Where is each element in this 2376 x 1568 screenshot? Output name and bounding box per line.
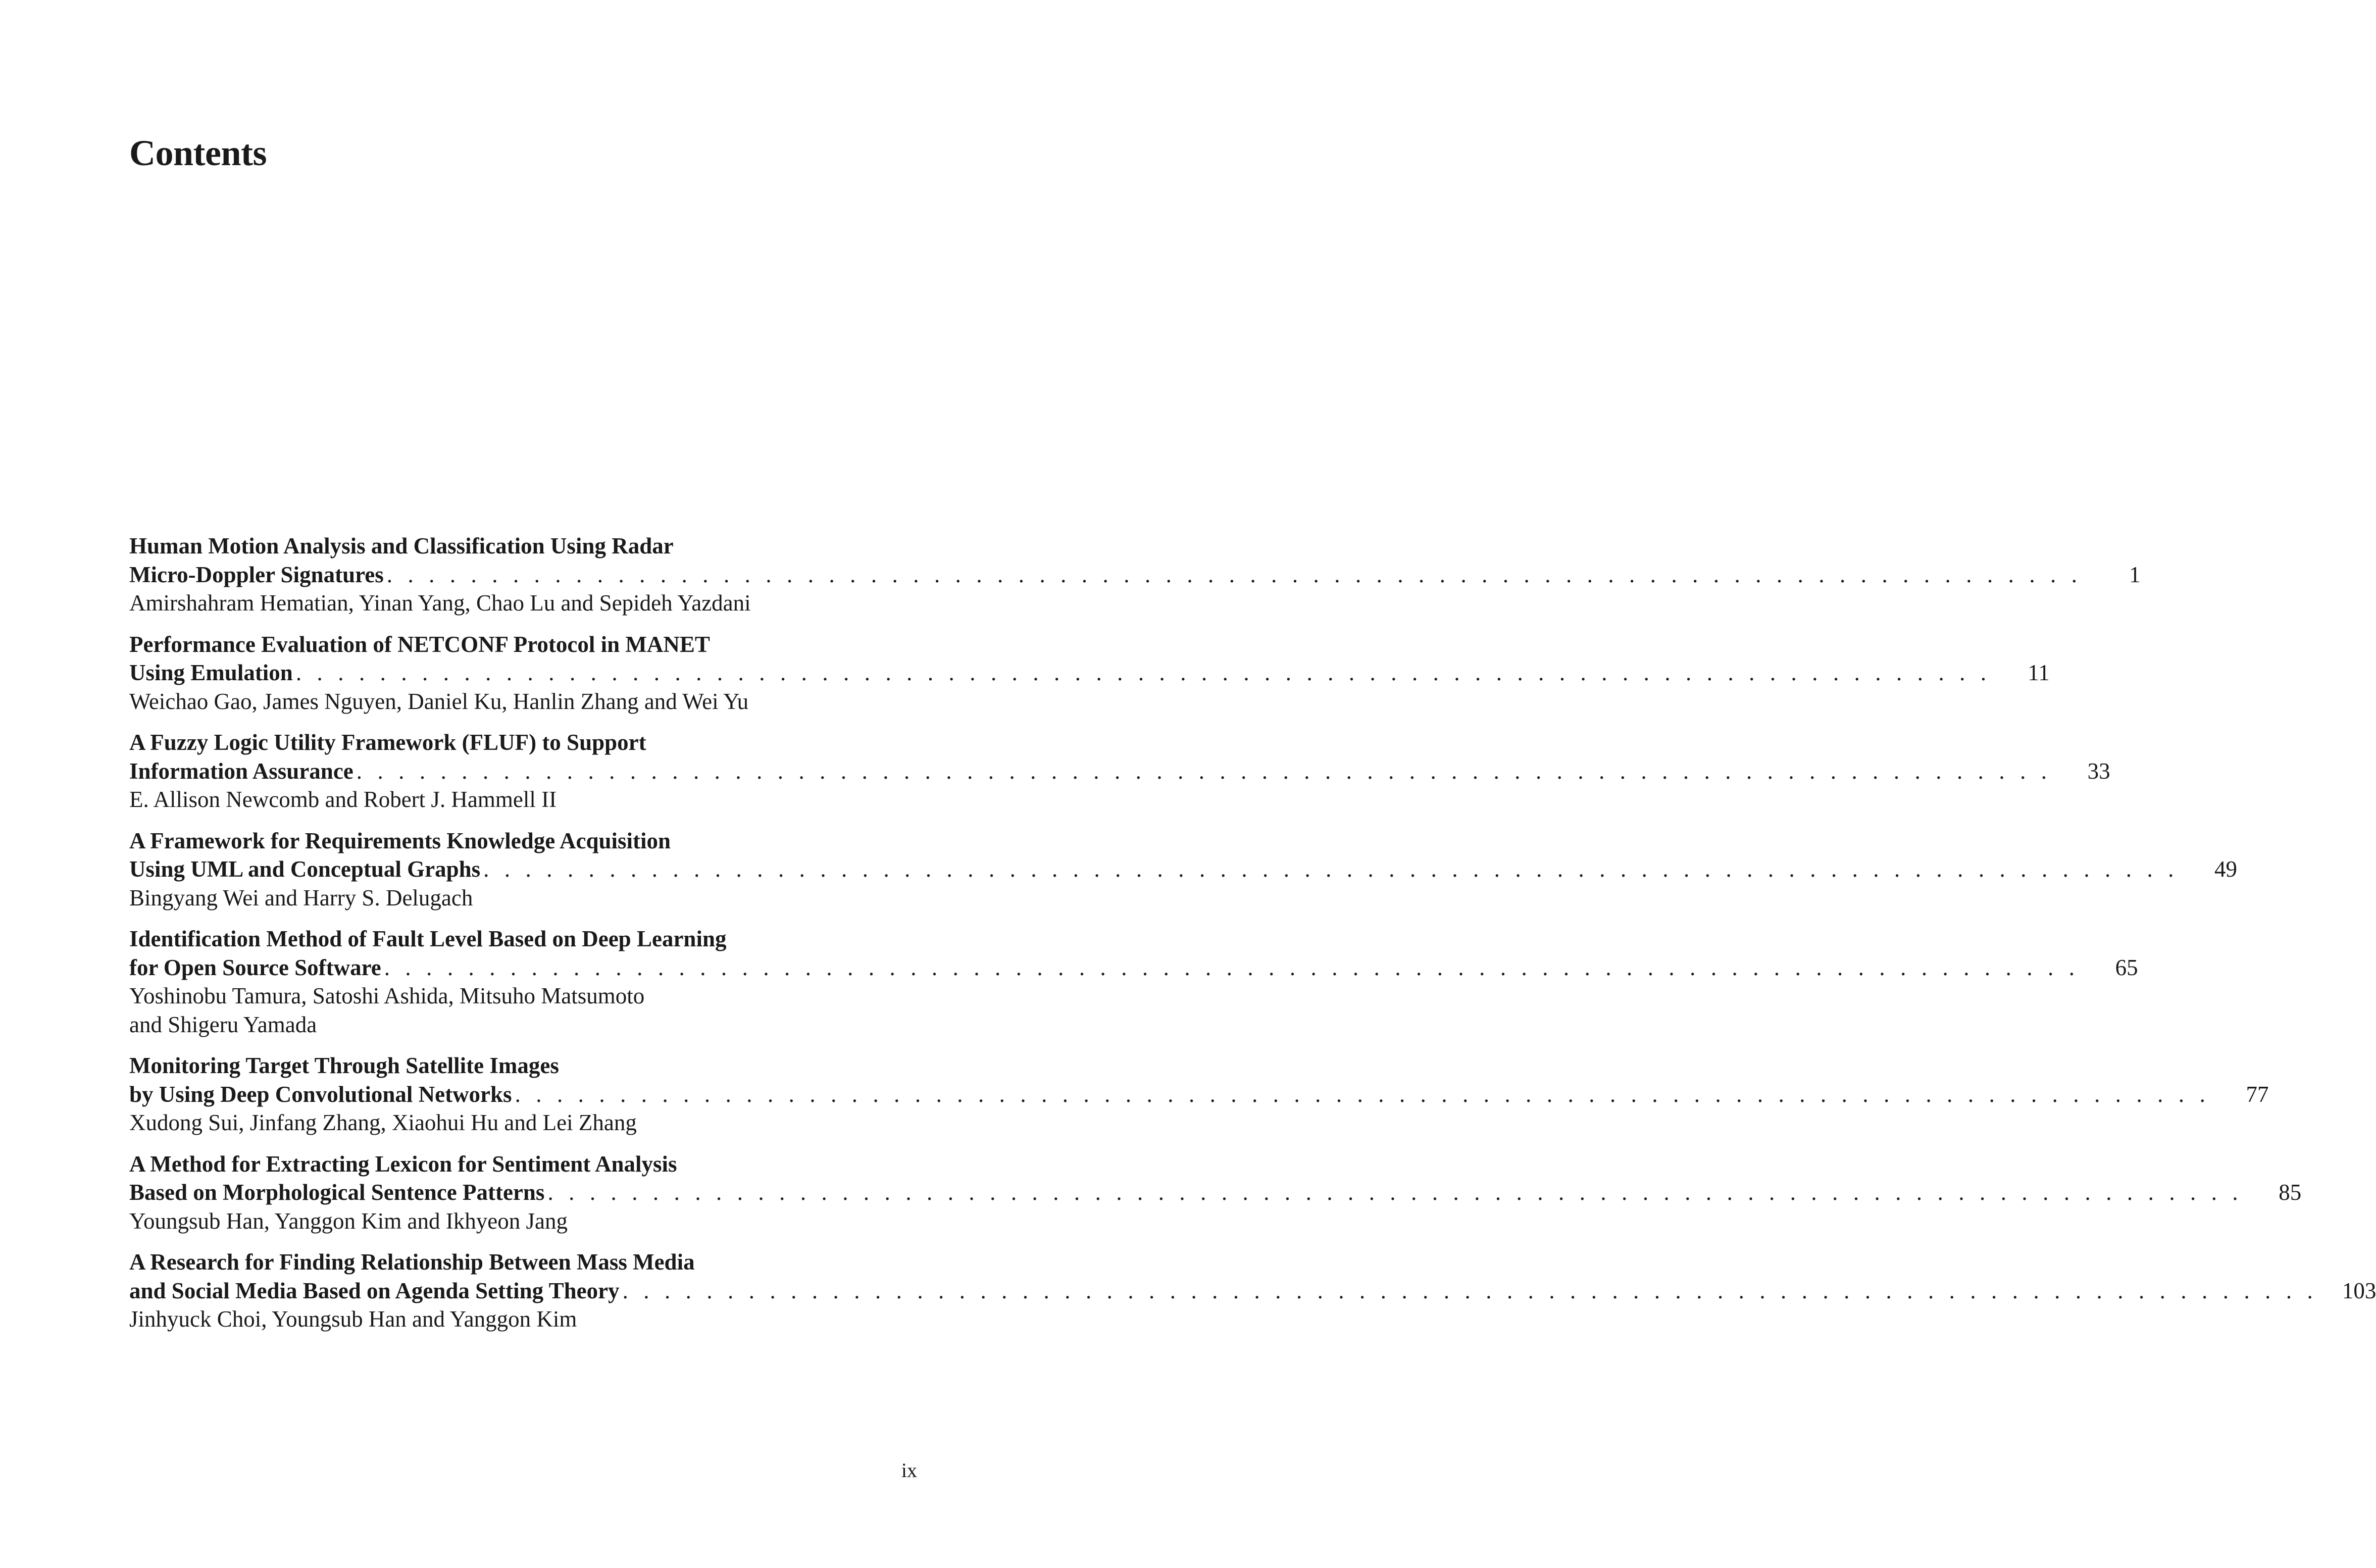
entry-authors: Xudong Sui, Jinfang Zhang, Xiaohui Hu and Lei Zhang <box>129 1110 637 1135</box>
entry-title-leader-line <box>129 561 2141 589</box>
entry-title-leader-line <box>129 855 2238 884</box>
entry-title: by Using Deep Convolutional Networks <box>129 1081 512 1107</box>
page-number: 85 <box>2279 1180 2302 1205</box>
toc-entry[interactable] <box>129 827 2238 913</box>
entry-authors: Yoshinobu Tamura, Satoshi Ashida, Mitsuho Matsumoto <box>129 983 645 1008</box>
toc-entry[interactable] <box>129 728 2110 814</box>
entry-title: Monitoring Target Through Satellite Images <box>129 1053 559 1078</box>
entry-authors: Bingyang Wei and Harry S. Delugach <box>129 885 473 911</box>
page-number: 11 <box>2028 660 2050 685</box>
toc-entry[interactable] <box>129 1051 2269 1137</box>
entry-authors: Amirshahram Hematian, Yinan Yang, Chao Lu and Sepideh Yazdani <box>129 590 751 616</box>
entry-title-leader-line <box>129 757 2110 786</box>
page-number: 103 <box>2342 1278 2376 1303</box>
page-number: 65 <box>2115 954 2138 980</box>
entry-authors: Weichao Gao, James Nguyen, Daniel Ku, Hanlin Zhang and Wei Yu <box>129 688 749 714</box>
entry-title-leader-line <box>129 1080 2269 1109</box>
dot-leader: . . . . . . . . . . . . . . . . . . . . . . . . . . . . . . . . . . . . . . . . . . . . . . . . . . . . . . . . . . . . . . . . . . . . . . . . . . . . . . . . . <box>483 856 2179 882</box>
entry-title: A Fuzzy Logic Utility Framework (FLUF) to Support <box>129 730 646 755</box>
dot-leader: . . . . . . . . . . . . . . . . . . . . . . . . . . . . . . . . . . . . . . . . . . . . . . . . . . . . . . . . . . . . . . . . . . . . . . . . . . . . . . . . . <box>384 954 2080 980</box>
entry-title: Based on Morphological Sentence Patterns <box>129 1180 545 1205</box>
dot-leader: . . . . . . . . . . . . . . . . . . . . . . . . . . . . . . . . . . . . . . . . . . . . . . . . . . . . . . . . . . . . . . . . . . . . . . . . . . . . . . . . . <box>622 1278 2318 1303</box>
entry-title: Performance Evaluation of NETCONF Protocol in MANET <box>129 631 710 657</box>
entry-title-leader-line <box>129 1277 2376 1305</box>
table-of-contents <box>129 532 2376 1346</box>
page-number: 33 <box>2087 758 2110 784</box>
toc-entry[interactable] <box>129 532 2141 618</box>
page-number: 49 <box>2214 856 2238 882</box>
dot-leader: . . . . . . . . . . . . . . . . . . . . . . . . . . . . . . . . . . . . . . . . . . . . . . . . . . . . . . . . . . . . . . . . . . . . . . . . . . . . . . . . . <box>356 758 2052 784</box>
entry-title-leader-line <box>129 659 2050 687</box>
entry-title-leader-line <box>129 1178 2302 1207</box>
page-number: 1 <box>2129 562 2141 587</box>
entry-title: Using UML and Conceptual Graphs <box>129 856 481 882</box>
entry-title: Using Emulation <box>129 660 293 685</box>
dot-leader: . . . . . . . . . . . . . . . . . . . . . . . . . . . . . . . . . . . . . . . . . . . . . . . . . . . . . . . . . . . . . . . . . . . . . . . . . . . . . . . . . <box>295 660 1991 685</box>
page-title: Contents <box>129 133 267 173</box>
page-number: 77 <box>2246 1081 2269 1107</box>
entry-title: A Research for Finding Relationship Between Mass Media <box>129 1249 695 1275</box>
entry-title: A Framework for Requirements Knowledge Acquisition <box>129 828 671 853</box>
entry-title: Human Motion Analysis and Classification Using Radar <box>129 533 674 559</box>
dot-leader: . . . . . . . . . . . . . . . . . . . . . . . . . . . . . . . . . . . . . . . . . . . . . . . . . . . . . . . . . . . . . . . . . . . . . . . . . . . . . . . . . <box>515 1081 2210 1107</box>
entry-authors: E. Allison Newcomb and Robert J. Hammell II <box>129 787 557 812</box>
entry-authors: Jinhyuck Choi, Youngsub Han and Yanggon Kim <box>129 1306 577 1332</box>
toc-entry[interactable] <box>129 1150 2302 1236</box>
entry-title: Information Assurance <box>129 758 353 784</box>
entry-title: Identification Method of Fault Level Based on Deep Learning <box>129 926 727 951</box>
entry-authors: and Shigeru Yamada <box>129 1011 317 1037</box>
toc-entry[interactable] <box>129 1248 2376 1334</box>
entry-title: A Method for Extracting Lexicon for Sentiment Analysis <box>129 1151 677 1177</box>
entry-title: and Social Media Based on Agenda Setting Theory <box>129 1278 620 1303</box>
dot-leader: . . . . . . . . . . . . . . . . . . . . . . . . . . . . . . . . . . . . . . . . . . . . . . . . . . . . . . . . . . . . . . . . . . . . . . . . . . . . . . . . . <box>547 1180 2243 1205</box>
entry-authors: Youngsub Han, Yanggon Kim and Ikhyeon Jang <box>129 1208 568 1234</box>
entry-title: Micro-Doppler Signatures <box>129 562 384 587</box>
toc-entry[interactable] <box>129 630 2050 716</box>
entry-title-leader-line <box>129 953 2138 982</box>
dot-leader: . . . . . . . . . . . . . . . . . . . . . . . . . . . . . . . . . . . . . . . . . . . . . . . . . . . . . . . . . . . . . . . . . . . . . . . . . . . . . . . . . <box>386 562 2082 587</box>
entry-title: for Open Source Software <box>129 954 381 980</box>
toc-entry[interactable] <box>129 925 2138 1039</box>
page-folio: ix <box>901 1459 917 1482</box>
